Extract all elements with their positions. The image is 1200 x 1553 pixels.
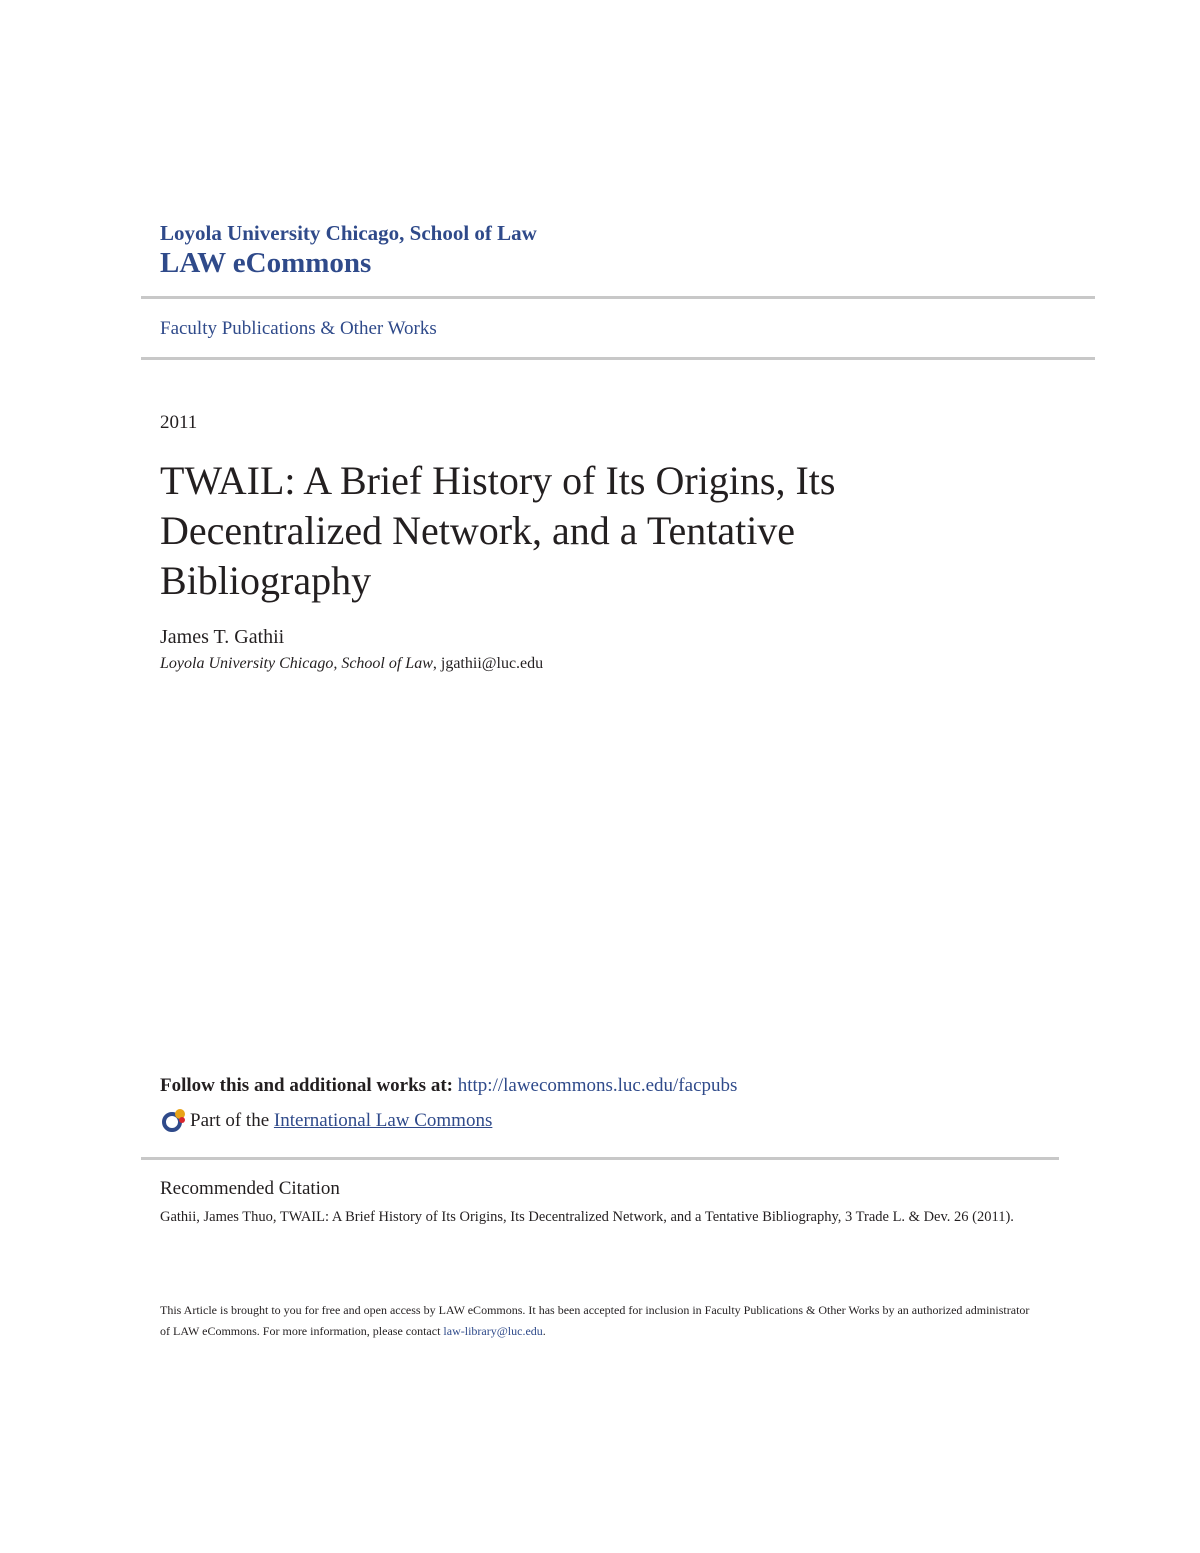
part-of-line (160, 1107, 492, 1135)
follow-line (160, 1073, 737, 1099)
institution-name: Loyola University Chicago, School of Law (160, 221, 537, 245)
header-divider-top (141, 296, 1095, 299)
citation-text: Gathii, James Thuo, TWAIL: A Brief History of Its Origins, Its Decentralized Network, and a Tentative Bibliography, 3 Trade L. & Dev. 26 (2011). (160, 1209, 1014, 1225)
access-notice (160, 1300, 1040, 1342)
publication-year: 2011 (160, 412, 198, 433)
repository-name[interactable]: LAW eCommons (160, 247, 372, 279)
network-icon (160, 1107, 188, 1135)
notice-text: This Article is brought to you for free and open access by LAW eCommons. It has been accepted for inclusion in Faculty Publications & Other Works by an authorized administrator of LAW eCommons. For more information, please contact (160, 1303, 1030, 1338)
contact-email-link[interactable]: law-library@luc.edu (443, 1324, 543, 1338)
header-divider-bottom (141, 357, 1095, 360)
notice-end: . (542, 1324, 546, 1338)
follow-url-link[interactable]: http://lawecommons.luc.edu/facpubs (457, 1075, 738, 1096)
part-of-prefix: Part of the (190, 1110, 270, 1131)
commons-link[interactable]: International Law Commons (273, 1110, 493, 1131)
author-name: James T. Gathii (160, 626, 285, 648)
author-email: , jgathii@luc.edu (432, 655, 544, 672)
article-title: TWAIL: A Brief History of Its Origins, Its Decentralized Network, and a Tentative Bibliography (160, 458, 836, 603)
author-affiliation (160, 653, 543, 675)
follow-label: Follow this and additional works at: (160, 1075, 458, 1096)
citation-divider (141, 1157, 1059, 1160)
series-link[interactable]: Faculty Publications & Other Works (160, 318, 437, 339)
affiliation-institution: Loyola University Chicago, School of Law (160, 655, 433, 672)
citation-heading: Recommended Citation (160, 1178, 340, 1199)
